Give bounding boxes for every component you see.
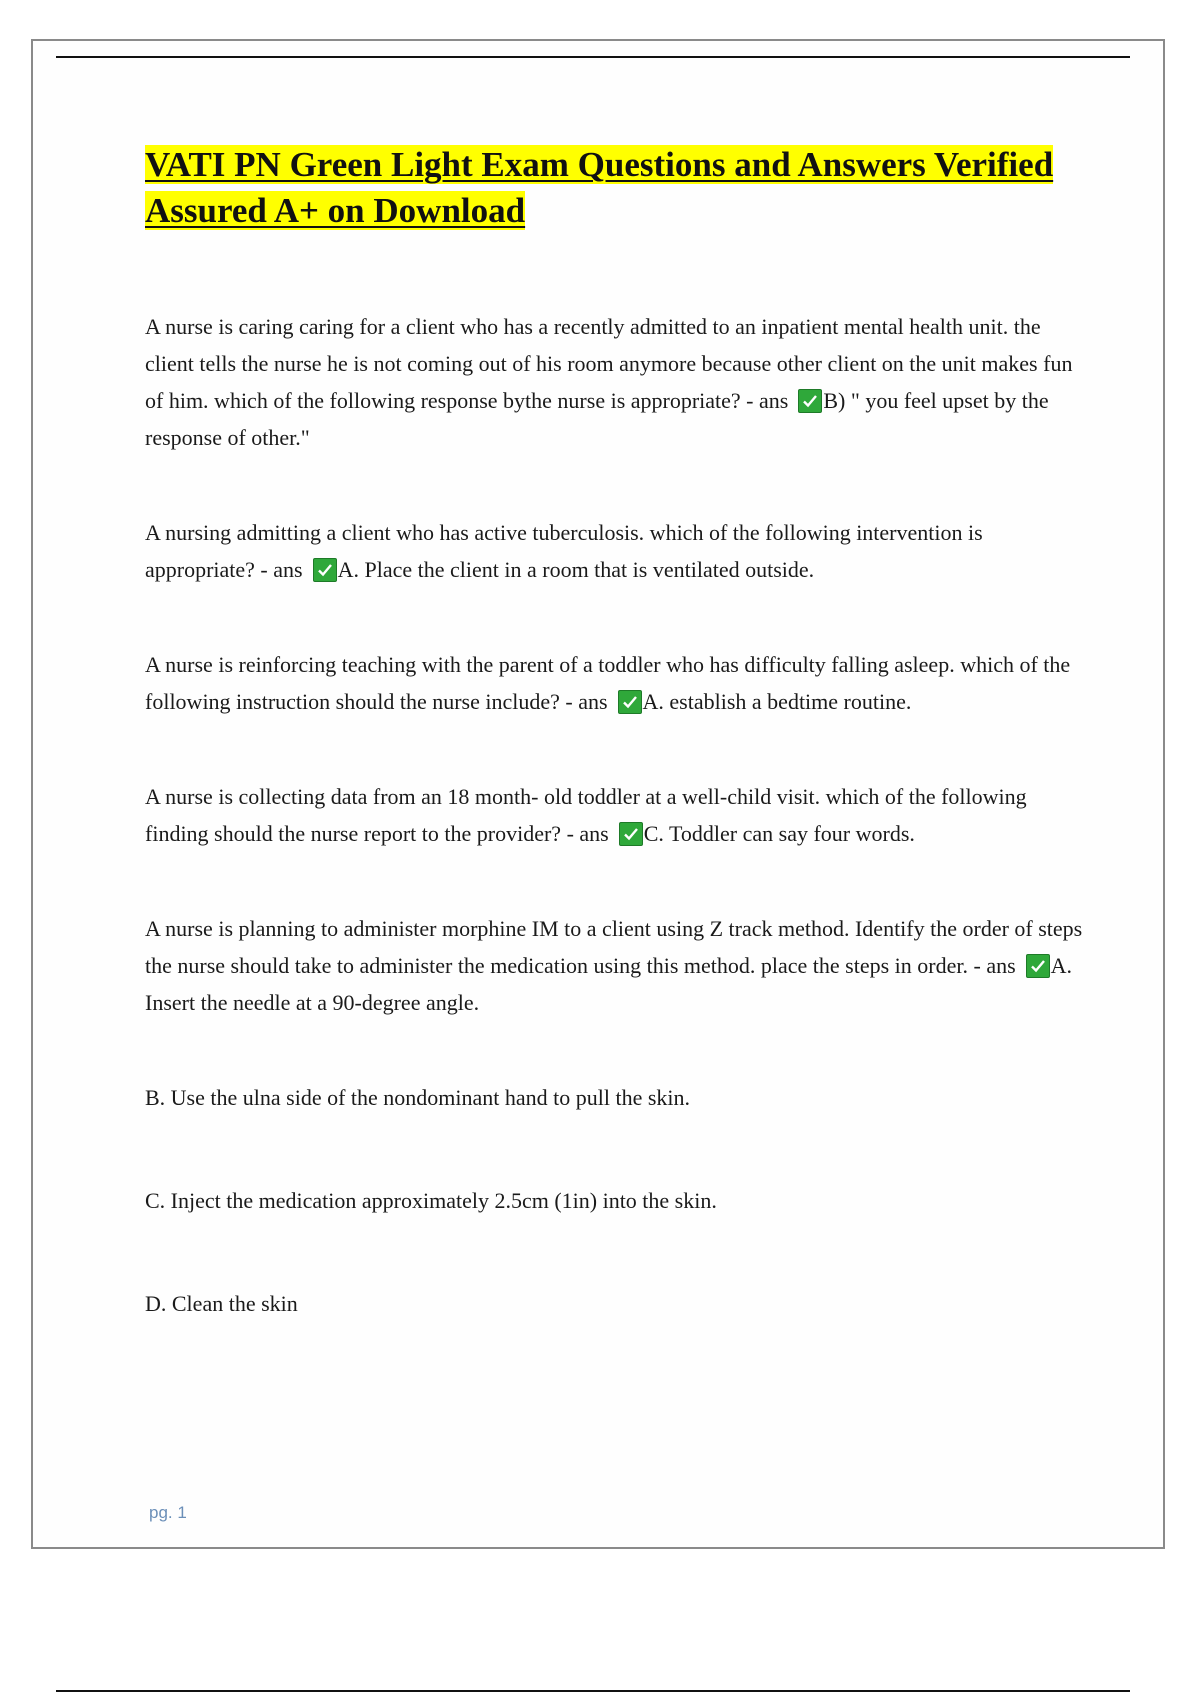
answer-text: B) " you feel upset by the response of other." (145, 388, 1049, 450)
question-text: A nurse is reinforcing teaching with the parent of a toddler who has difficulty falling asleep. which of the following instruction should the nurse include? - ans (145, 652, 1071, 714)
check-mark-icon (618, 690, 642, 714)
qa-item-4 (145, 778, 1085, 852)
next-page-header-rule (56, 1690, 1130, 1692)
document-content (145, 142, 1085, 1322)
question-text: A nurse is planning to administer morphine IM to a client using Z track method. Identify the order of steps the nurse should take to administer the medication using this method. place the steps in order. - ans (145, 916, 1083, 978)
check-mark-icon (798, 389, 822, 413)
question-text: A nurse is caring caring for a client who has a recently admitted to an inpatient mental health unit. the client tells the nurse he is not coming out of his room anymore because other client on the unit makes fun of him. which of the following response bythe nurse is appropriate? - ans (145, 314, 1073, 413)
answer-text: A. Insert the needle at a 90-degree angle. (145, 953, 1073, 1015)
qa-item-2 (145, 514, 1085, 588)
answer-text: A. establish a bedtime routine. (642, 689, 912, 714)
answer-text: A. Place the client in a room that is ventilated outside. (337, 557, 815, 582)
qa-item-3 (145, 646, 1085, 720)
question-text: A nursing admitting a client who has active tuberculosis. which of the following intervention is appropriate? - ans (145, 520, 983, 582)
check-mark-icon (1026, 954, 1050, 978)
step-item: C. Inject the medication approximately 2.5cm (1in) into the skin. (145, 1188, 717, 1213)
question-text: A nurse is collecting data from an 18 month- old toddler at a well-child visit. which of the following finding should the nurse report to the provider? - ans (145, 784, 1027, 846)
step-item: B. Use the ulna side of the nondominant hand to pull the skin. (145, 1085, 691, 1110)
document-title: VATI PN Green Light Exam Questions and Answers Verified Assured A+ on Download (145, 145, 1054, 230)
page-number: pg. 1 (149, 1503, 187, 1522)
step-item: D. Clean the skin (145, 1291, 298, 1316)
qa-item-1 (145, 308, 1085, 456)
qa-item-5 (145, 910, 1085, 1021)
answer-text: C. Toddler can say four words. (643, 821, 915, 846)
check-mark-icon (619, 822, 643, 846)
header-rule (56, 56, 1130, 58)
check-mark-icon (313, 558, 337, 582)
